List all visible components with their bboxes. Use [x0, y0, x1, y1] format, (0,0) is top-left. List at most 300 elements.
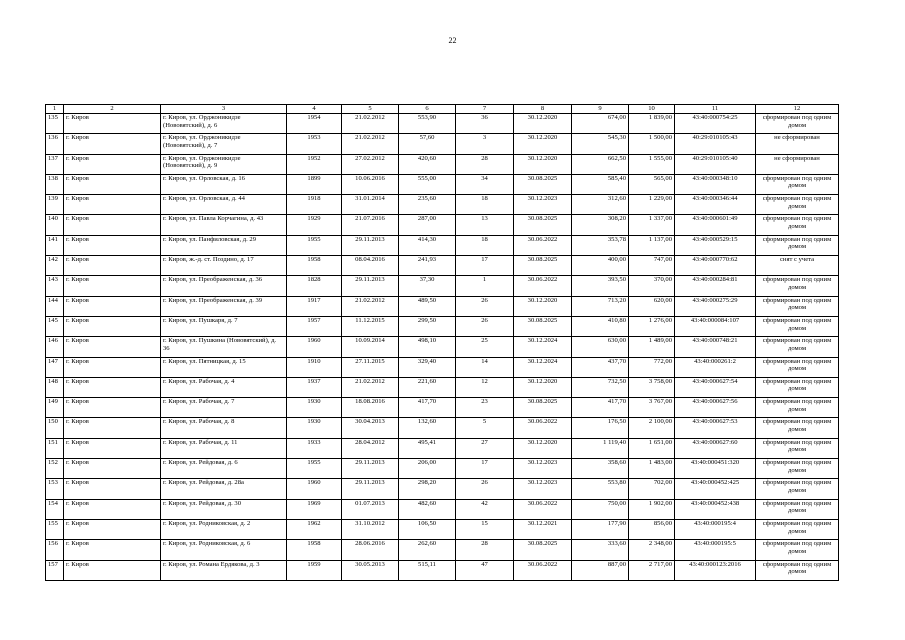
value-10-cell: 2 100,00 [629, 418, 675, 438]
deadline-cell: 30.12.2024 [514, 337, 572, 357]
deadline-cell: 30.12.2020 [514, 438, 572, 458]
value-10-cell: 1 555,00 [629, 154, 675, 174]
deadline-cell: 30.06.2022 [514, 560, 572, 580]
land-status-cell: сформирован под одним домом [756, 438, 839, 458]
table-row [46, 540, 839, 560]
date-cell: 21.02.2012 [342, 377, 399, 397]
value-9-cell: 400,00 [572, 256, 629, 276]
date-cell: 28.04.2012 [342, 438, 399, 458]
table-row [46, 276, 839, 296]
year-built-cell: 1953 [287, 134, 342, 154]
address-cell: г. Киров, ж.-д. ст. Поздино, д. 17 [161, 256, 287, 276]
row-number-cell: 140 [46, 215, 64, 235]
residents-cell: 14 [456, 357, 514, 377]
year-built-cell: 1933 [287, 438, 342, 458]
area-cell: 553,90 [399, 114, 456, 134]
cadastral-number-cell: 43:40:000195:5 [675, 540, 756, 560]
cadastral-number-cell: 43:40:000275:29 [675, 296, 756, 316]
table-row [46, 174, 839, 194]
settlement-cell: г. Киров [64, 114, 161, 134]
residents-cell: 26 [456, 296, 514, 316]
settlement-cell: г. Киров [64, 296, 161, 316]
deadline-cell: 30.12.2024 [514, 357, 572, 377]
value-10-cell: 620,00 [629, 296, 675, 316]
land-status-cell: сформирован под одним домом [756, 195, 839, 215]
cadastral-number-cell: 43:40:000195:4 [675, 519, 756, 539]
row-number-cell: 148 [46, 377, 64, 397]
deadline-cell: 30.12.2020 [514, 114, 572, 134]
value-9-cell: 333,60 [572, 540, 629, 560]
residents-cell: 42 [456, 499, 514, 519]
area-cell: 495,41 [399, 438, 456, 458]
row-number-cell: 147 [46, 357, 64, 377]
year-built-cell: 1952 [287, 154, 342, 174]
deadline-cell: 30.12.2021 [514, 519, 572, 539]
settlement-cell: г. Киров [64, 316, 161, 336]
land-status-cell: сформирован под одним домом [756, 479, 839, 499]
settlement-cell: г. Киров [64, 398, 161, 418]
cadastral-number-cell: 40:29:010105:40 [675, 154, 756, 174]
value-9-cell: 545,30 [572, 134, 629, 154]
date-cell: 29.11.2013 [342, 459, 399, 479]
settlement-cell: г. Киров [64, 215, 161, 235]
table-row [46, 195, 839, 215]
value-9-cell: 176,50 [572, 418, 629, 438]
land-status-cell: сформирован под одним домом [756, 174, 839, 194]
settlement-cell: г. Киров [64, 560, 161, 580]
area-cell: 482,60 [399, 499, 456, 519]
table-row [46, 154, 839, 174]
value-10-cell: 3 767,00 [629, 398, 675, 418]
residents-cell: 15 [456, 519, 514, 539]
address-cell: г. Киров, ул. Родниковская, д. 2 [161, 519, 287, 539]
deadline-cell: 30.12.2020 [514, 134, 572, 154]
cadastral-number-cell: 43:40:000529:15 [675, 235, 756, 255]
date-cell: 31.01.2014 [342, 195, 399, 215]
settlement-cell: г. Киров [64, 499, 161, 519]
value-9-cell: 1 119,40 [572, 438, 629, 458]
area-cell: 298,20 [399, 479, 456, 499]
cadastral-number-cell: 43:40:000084:107 [675, 316, 756, 336]
settlement-cell: г. Киров [64, 235, 161, 255]
area-cell: 515,11 [399, 560, 456, 580]
cadastral-number-cell: 43:40:000754:25 [675, 114, 756, 134]
land-status-cell: сформирован под одним домом [756, 357, 839, 377]
land-status-cell: сформирован под одним домом [756, 459, 839, 479]
year-built-cell: 1899 [287, 174, 342, 194]
row-number-cell: 139 [46, 195, 64, 215]
year-built-cell: 1958 [287, 256, 342, 276]
cadastral-number-cell: 43:40:000601:49 [675, 215, 756, 235]
column-header-10: 10 [629, 105, 675, 114]
value-9-cell: 177,90 [572, 519, 629, 539]
table-row [46, 377, 839, 397]
date-cell: 21.02.2012 [342, 296, 399, 316]
deadline-cell: 30.08.2025 [514, 256, 572, 276]
deadline-cell: 30.12.2023 [514, 459, 572, 479]
column-header-4: 4 [287, 105, 342, 114]
table-row [46, 459, 839, 479]
residents-cell: 26 [456, 479, 514, 499]
cadastral-number-cell: 43:40:000123:2016 [675, 560, 756, 580]
residents-cell: 28 [456, 154, 514, 174]
address-cell: г. Киров, ул. Рейдовая, д. 28а [161, 479, 287, 499]
year-built-cell: 1828 [287, 276, 342, 296]
table-row [46, 316, 839, 336]
cadastral-number-cell: 43:40:000627:56 [675, 398, 756, 418]
settlement-cell: г. Киров [64, 154, 161, 174]
cadastral-number-cell: 43:40:000261:2 [675, 357, 756, 377]
area-cell: 262,60 [399, 540, 456, 560]
deadline-cell: 30.08.2025 [514, 398, 572, 418]
date-cell: 01.07.2013 [342, 499, 399, 519]
land-status-cell: не сформирован [756, 134, 839, 154]
year-built-cell: 1969 [287, 499, 342, 519]
value-10-cell: 1 276,00 [629, 316, 675, 336]
address-cell: г. Киров, ул. Преображенская, д. 36 [161, 276, 287, 296]
row-number-cell: 137 [46, 154, 64, 174]
date-cell: 29.11.2013 [342, 235, 399, 255]
row-number-cell: 141 [46, 235, 64, 255]
land-status-cell: сформирован под одним домом [756, 418, 839, 438]
value-9-cell: 732,50 [572, 377, 629, 397]
land-status-cell: не сформирован [756, 154, 839, 174]
page-number: 22 [448, 36, 457, 45]
address-cell: г. Киров, ул. Рабочая, д. 7 [161, 398, 287, 418]
year-built-cell: 1960 [287, 479, 342, 499]
table-row [46, 479, 839, 499]
value-10-cell: 1 489,00 [629, 337, 675, 357]
value-10-cell: 702,00 [629, 479, 675, 499]
value-9-cell: 312,60 [572, 195, 629, 215]
year-built-cell: 1917 [287, 296, 342, 316]
row-number-cell: 143 [46, 276, 64, 296]
value-9-cell: 437,70 [572, 357, 629, 377]
settlement-cell: г. Киров [64, 459, 161, 479]
cadastral-number-cell: 40:29:010105:43 [675, 134, 756, 154]
table-row [46, 337, 839, 357]
table-row [46, 519, 839, 539]
year-built-cell: 1959 [287, 560, 342, 580]
table-row [46, 114, 839, 134]
area-cell: 57,60 [399, 134, 456, 154]
land-status-cell: сформирован под одним домом [756, 398, 839, 418]
land-status-cell: сформирован под одним домом [756, 519, 839, 539]
land-status-cell: сформирован под одним домом [756, 560, 839, 580]
value-10-cell: 1 651,00 [629, 438, 675, 458]
land-status-cell: сформирован под одним домом [756, 114, 839, 134]
date-cell: 31.10.2012 [342, 519, 399, 539]
table-row [46, 560, 839, 580]
address-cell: г. Киров, ул. Пушкина (Нововятский), д. 36 [161, 337, 287, 357]
value-10-cell: 370,00 [629, 276, 675, 296]
row-number-cell: 146 [46, 337, 64, 357]
date-cell: 27.11.2015 [342, 357, 399, 377]
date-cell: 30.04.2013 [342, 418, 399, 438]
address-cell: г. Киров, ул. Преображенская, д. 39 [161, 296, 287, 316]
address-cell: г. Киров, ул. Орловская, д. 44 [161, 195, 287, 215]
year-built-cell: 1930 [287, 398, 342, 418]
table-row [46, 256, 839, 276]
row-number-cell: 155 [46, 519, 64, 539]
address-cell: г. Киров, ул. Рабочая, д. 11 [161, 438, 287, 458]
value-10-cell: 772,00 [629, 357, 675, 377]
row-number-cell: 149 [46, 398, 64, 418]
value-9-cell: 393,50 [572, 276, 629, 296]
value-9-cell: 585,40 [572, 174, 629, 194]
address-cell: г. Киров, ул. Рейдовая, д. 30 [161, 499, 287, 519]
deadline-cell: 30.06.2022 [514, 418, 572, 438]
value-10-cell: 2 717,00 [629, 560, 675, 580]
residents-cell: 36 [456, 114, 514, 134]
table-row [46, 215, 839, 235]
area-cell: 221,60 [399, 377, 456, 397]
year-built-cell: 1937 [287, 377, 342, 397]
residents-cell: 25 [456, 337, 514, 357]
settlement-cell: г. Киров [64, 134, 161, 154]
value-10-cell: 1 229,00 [629, 195, 675, 215]
settlement-cell: г. Киров [64, 174, 161, 194]
value-10-cell: 1 137,00 [629, 235, 675, 255]
value-10-cell: 1 902,00 [629, 499, 675, 519]
address-cell: г. Киров, ул. Панфиловская, д. 29 [161, 235, 287, 255]
column-header-7: 7 [456, 105, 514, 114]
row-number-cell: 152 [46, 459, 64, 479]
area-cell: 489,50 [399, 296, 456, 316]
deadline-cell: 30.08.2025 [514, 540, 572, 560]
row-number-cell: 144 [46, 296, 64, 316]
table-row [46, 235, 839, 255]
value-9-cell: 887,00 [572, 560, 629, 580]
date-cell: 21.02.2012 [342, 114, 399, 134]
deadline-cell: 30.06.2022 [514, 235, 572, 255]
year-built-cell: 1930 [287, 418, 342, 438]
residents-cell: 18 [456, 195, 514, 215]
land-status-cell: сформирован под одним домом [756, 499, 839, 519]
area-cell: 414,30 [399, 235, 456, 255]
table-row [46, 357, 839, 377]
date-cell: 21.02.2012 [342, 134, 399, 154]
settlement-cell: г. Киров [64, 418, 161, 438]
value-9-cell: 308,20 [572, 215, 629, 235]
value-9-cell: 553,80 [572, 479, 629, 499]
residents-cell: 23 [456, 398, 514, 418]
cadastral-number-cell: 43:40:000627:53 [675, 418, 756, 438]
deadline-cell: 30.12.2020 [514, 296, 572, 316]
cadastral-number-cell: 43:40:000627:60 [675, 438, 756, 458]
row-number-cell: 136 [46, 134, 64, 154]
value-9-cell: 750,00 [572, 499, 629, 519]
deadline-cell: 30.08.2025 [514, 174, 572, 194]
value-9-cell: 353,78 [572, 235, 629, 255]
date-cell: 18.08.2016 [342, 398, 399, 418]
residents-cell: 1 [456, 276, 514, 296]
table-row [46, 296, 839, 316]
deadline-cell: 30.06.2022 [514, 499, 572, 519]
cadastral-number-cell: 43:40:000452:425 [675, 479, 756, 499]
area-cell: 299,50 [399, 316, 456, 336]
year-built-cell: 1955 [287, 459, 342, 479]
address-cell: г. Киров, ул. Орджоникидзе (Нововятский), д. 9 [161, 154, 287, 174]
row-number-cell: 138 [46, 174, 64, 194]
housing-table [45, 104, 839, 581]
table-row [46, 134, 839, 154]
land-status-cell: сформирован под одним домом [756, 540, 839, 560]
date-cell: 10.06.2016 [342, 174, 399, 194]
address-cell: г. Киров, ул. Рабочая, д. 4 [161, 377, 287, 397]
area-cell: 498,10 [399, 337, 456, 357]
value-10-cell: 1 337,00 [629, 215, 675, 235]
column-header-11: 11 [675, 105, 756, 114]
date-cell: 29.11.2013 [342, 276, 399, 296]
column-header-5: 5 [342, 105, 399, 114]
area-cell: 132,60 [399, 418, 456, 438]
deadline-cell: 30.06.2022 [514, 276, 572, 296]
row-number-cell: 135 [46, 114, 64, 134]
year-built-cell: 1960 [287, 337, 342, 357]
address-cell: г. Киров, ул. Рабочая, д. 8 [161, 418, 287, 438]
address-cell: г. Киров, ул. Рейдовая, д. 6 [161, 459, 287, 479]
date-cell: 21.07.2016 [342, 215, 399, 235]
residents-cell: 27 [456, 438, 514, 458]
table-row [46, 398, 839, 418]
land-status-cell: сформирован под одним домом [756, 316, 839, 336]
settlement-cell: г. Киров [64, 479, 161, 499]
deadline-cell: 30.12.2023 [514, 479, 572, 499]
area-cell: 235,60 [399, 195, 456, 215]
area-cell: 329,40 [399, 357, 456, 377]
value-10-cell: 2 348,00 [629, 540, 675, 560]
settlement-cell: г. Киров [64, 357, 161, 377]
row-number-cell: 151 [46, 438, 64, 458]
land-status-cell: сформирован под одним домом [756, 337, 839, 357]
value-9-cell: 417,70 [572, 398, 629, 418]
cadastral-number-cell: 43:40:000770:62 [675, 256, 756, 276]
land-status-cell: сформирован под одним домом [756, 276, 839, 296]
row-number-cell: 157 [46, 560, 64, 580]
column-header-1: 1 [46, 105, 64, 114]
area-cell: 420,60 [399, 154, 456, 174]
value-9-cell: 674,00 [572, 114, 629, 134]
table-row [46, 499, 839, 519]
value-9-cell: 358,60 [572, 459, 629, 479]
residents-cell: 47 [456, 560, 514, 580]
date-cell: 28.06.2016 [342, 540, 399, 560]
address-cell: г. Киров, ул. Орджоникидзе (Нововятский), д. 7 [161, 134, 287, 154]
value-10-cell: 1 500,00 [629, 134, 675, 154]
year-built-cell: 1929 [287, 215, 342, 235]
settlement-cell: г. Киров [64, 540, 161, 560]
table-row [46, 418, 839, 438]
address-cell: г. Киров, ул. Пушкаря, д. 7 [161, 316, 287, 336]
land-status-cell: снят с учета [756, 256, 839, 276]
residents-cell: 28 [456, 540, 514, 560]
land-status-cell: сформирован под одним домом [756, 215, 839, 235]
year-built-cell: 1954 [287, 114, 342, 134]
residents-cell: 18 [456, 235, 514, 255]
residents-cell: 34 [456, 174, 514, 194]
cadastral-number-cell: 43:40:000451:320 [675, 459, 756, 479]
cadastral-number-cell: 43:40:000748:21 [675, 337, 756, 357]
row-number-cell: 142 [46, 256, 64, 276]
cadastral-number-cell: 43:40:000627:54 [675, 377, 756, 397]
land-status-cell: сформирован под одним домом [756, 377, 839, 397]
address-cell: г. Киров, ул. Орджоникидзе (Нововятский), д. 6 [161, 114, 287, 134]
address-cell: г. Киров, ул. Орловская, д. 16 [161, 174, 287, 194]
cadastral-number-cell: 43:40:000452:438 [675, 499, 756, 519]
address-cell: г. Киров, ул. Павла Корчагина, д. 43 [161, 215, 287, 235]
row-number-cell: 150 [46, 418, 64, 438]
value-10-cell: 3 758,00 [629, 377, 675, 397]
area-cell: 417,70 [399, 398, 456, 418]
residents-cell: 26 [456, 316, 514, 336]
area-cell: 206,00 [399, 459, 456, 479]
date-cell: 11.12.2015 [342, 316, 399, 336]
address-cell: г. Киров, ул. Родниковская, д. 6 [161, 540, 287, 560]
value-9-cell: 630,00 [572, 337, 629, 357]
settlement-cell: г. Киров [64, 256, 161, 276]
row-number-cell: 156 [46, 540, 64, 560]
settlement-cell: г. Киров [64, 377, 161, 397]
cadastral-number-cell: 43:40:000348:10 [675, 174, 756, 194]
residents-cell: 17 [456, 256, 514, 276]
cadastral-number-cell: 43:40:000346:44 [675, 195, 756, 215]
year-built-cell: 1910 [287, 357, 342, 377]
address-cell: г. Киров, ул. Романа Ердякова, д. 3 [161, 560, 287, 580]
column-header-9: 9 [572, 105, 629, 114]
settlement-cell: г. Киров [64, 276, 161, 296]
settlement-cell: г. Киров [64, 519, 161, 539]
value-9-cell: 713,20 [572, 296, 629, 316]
value-10-cell: 1 483,00 [629, 459, 675, 479]
value-10-cell: 565,00 [629, 174, 675, 194]
area-cell: 37,30 [399, 276, 456, 296]
residents-cell: 17 [456, 459, 514, 479]
residents-cell: 12 [456, 377, 514, 397]
residents-cell: 13 [456, 215, 514, 235]
row-number-cell: 154 [46, 499, 64, 519]
column-header-2: 2 [64, 105, 161, 114]
column-header-8: 8 [514, 105, 572, 114]
column-header-12: 12 [756, 105, 839, 114]
date-cell: 08.04.2016 [342, 256, 399, 276]
year-built-cell: 1918 [287, 195, 342, 215]
residents-cell: 3 [456, 134, 514, 154]
column-header-6: 6 [399, 105, 456, 114]
area-cell: 287,00 [399, 215, 456, 235]
area-cell: 106,50 [399, 519, 456, 539]
land-status-cell: сформирован под одним домом [756, 296, 839, 316]
value-10-cell: 747,00 [629, 256, 675, 276]
deadline-cell: 30.08.2025 [514, 316, 572, 336]
header-row [46, 105, 839, 114]
value-9-cell: 410,80 [572, 316, 629, 336]
area-cell: 555,00 [399, 174, 456, 194]
residents-cell: 5 [456, 418, 514, 438]
deadline-cell: 30.08.2025 [514, 215, 572, 235]
year-built-cell: 1955 [287, 235, 342, 255]
area-cell: 241,93 [399, 256, 456, 276]
cadastral-number-cell: 43:40:000284:81 [675, 276, 756, 296]
table-row [46, 438, 839, 458]
value-9-cell: 662,50 [572, 154, 629, 174]
column-header-3: 3 [161, 105, 287, 114]
year-built-cell: 1957 [287, 316, 342, 336]
deadline-cell: 30.12.2023 [514, 195, 572, 215]
deadline-cell: 30.12.2020 [514, 377, 572, 397]
year-built-cell: 1958 [287, 540, 342, 560]
settlement-cell: г. Киров [64, 337, 161, 357]
